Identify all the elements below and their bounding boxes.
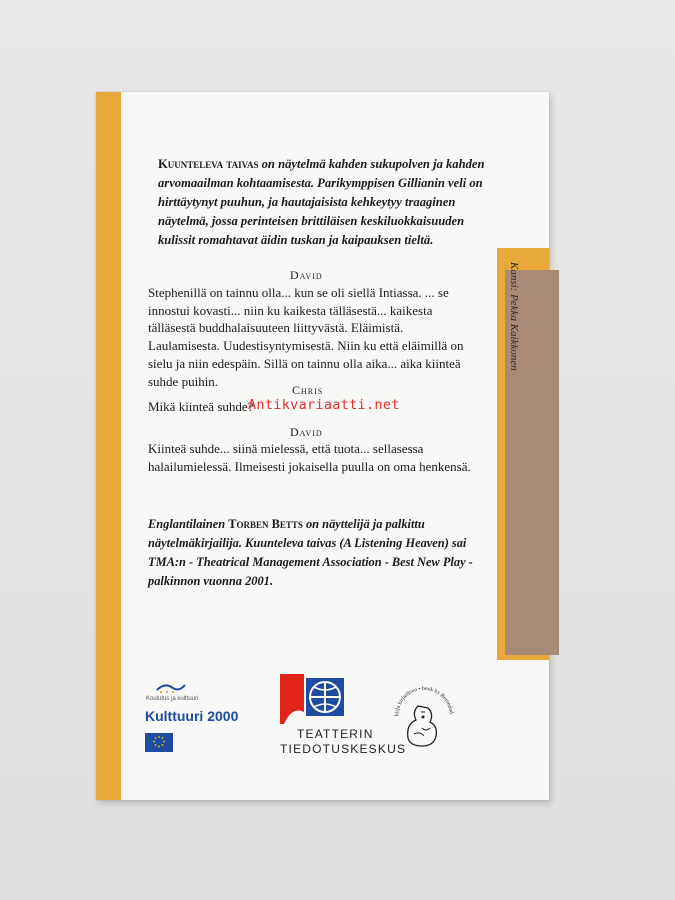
tiedotuskeskus-label: TIEDOTUSKESKUS — [280, 742, 407, 756]
eu-flag-icon — [145, 733, 173, 752]
dialogue-line-3: Kiinteä suhde... siinä mielessä, että tuota... sellasessa halailumielessä. Ilmeisesti jokaisella puulla on oma henkensä. — [148, 441, 471, 474]
publisher-seal-icon — [388, 672, 460, 752]
speaker-david-1: David — [290, 268, 323, 282]
teatterin-label: TEATTERIN — [297, 727, 374, 741]
author-bio: Englantilainen Torben Betts on näyttelijä ja palkittu näytelmäkirjailija. Kuunteleva taivas (A Listening Heaven) sai TMA:n - Theatrical Management Association - Best New Play -palkinnon vuonna 2001. — [148, 517, 473, 588]
speaker-chris: Chris — [292, 383, 324, 397]
intro-paragraph — [158, 155, 493, 250]
intro-title: Kuunteleva taivas — [158, 157, 259, 171]
dialogue-line-2: Mikä kiinteä suhde? — [148, 399, 254, 414]
ministry-logo-icon — [155, 681, 187, 695]
intro-text: on näytelmä kahden sukupolven ja kahden arvomaailman kohtaamisesta. Parikymppisen Gillianin veli on hirttäytynyt puuhun, ja hautajaisista kehkeytyy traaginen näytelmä, jossa perinteisen brittiläisen keskiluokkaisuuden kulissit romahtavat äidin tuskan ja kaipauksen tieltä. — [158, 157, 485, 247]
dialogue-line-1: Stephenillä on tainnu olla... kun se oli siellä Intiassa. ... se innostui kovasti... niin ku kaikesta tälläsestä... kaikesta tälläsestä buddhalaisuuteen liittyvästä. Eläimistä. Laulamisesta. Uudestisyntymisestä. Niin ku että eläimillä on sielu ja niin edespäin. Sillä on tainnu olla aika... aika kiinteä suhde puihin. — [148, 285, 464, 389]
speaker-david-2: David — [290, 425, 323, 439]
orange-left-stripe — [96, 92, 121, 800]
kulttuuri-2000-label: Kulttuuri 2000 — [145, 708, 239, 724]
cover-credit: Kansi: Pekka Kaikkonen — [508, 262, 520, 371]
seal-text: kirja kirjailleen • book by Berendad — [393, 685, 454, 717]
ministry-caption: Koulutus ja kulttuuri — [146, 696, 199, 702]
author-name: Torben Betts — [228, 517, 303, 531]
watermark: Antikvariaatti.net — [248, 397, 400, 413]
teatterin-tiedotuskeskus-logo-icon — [278, 672, 348, 726]
